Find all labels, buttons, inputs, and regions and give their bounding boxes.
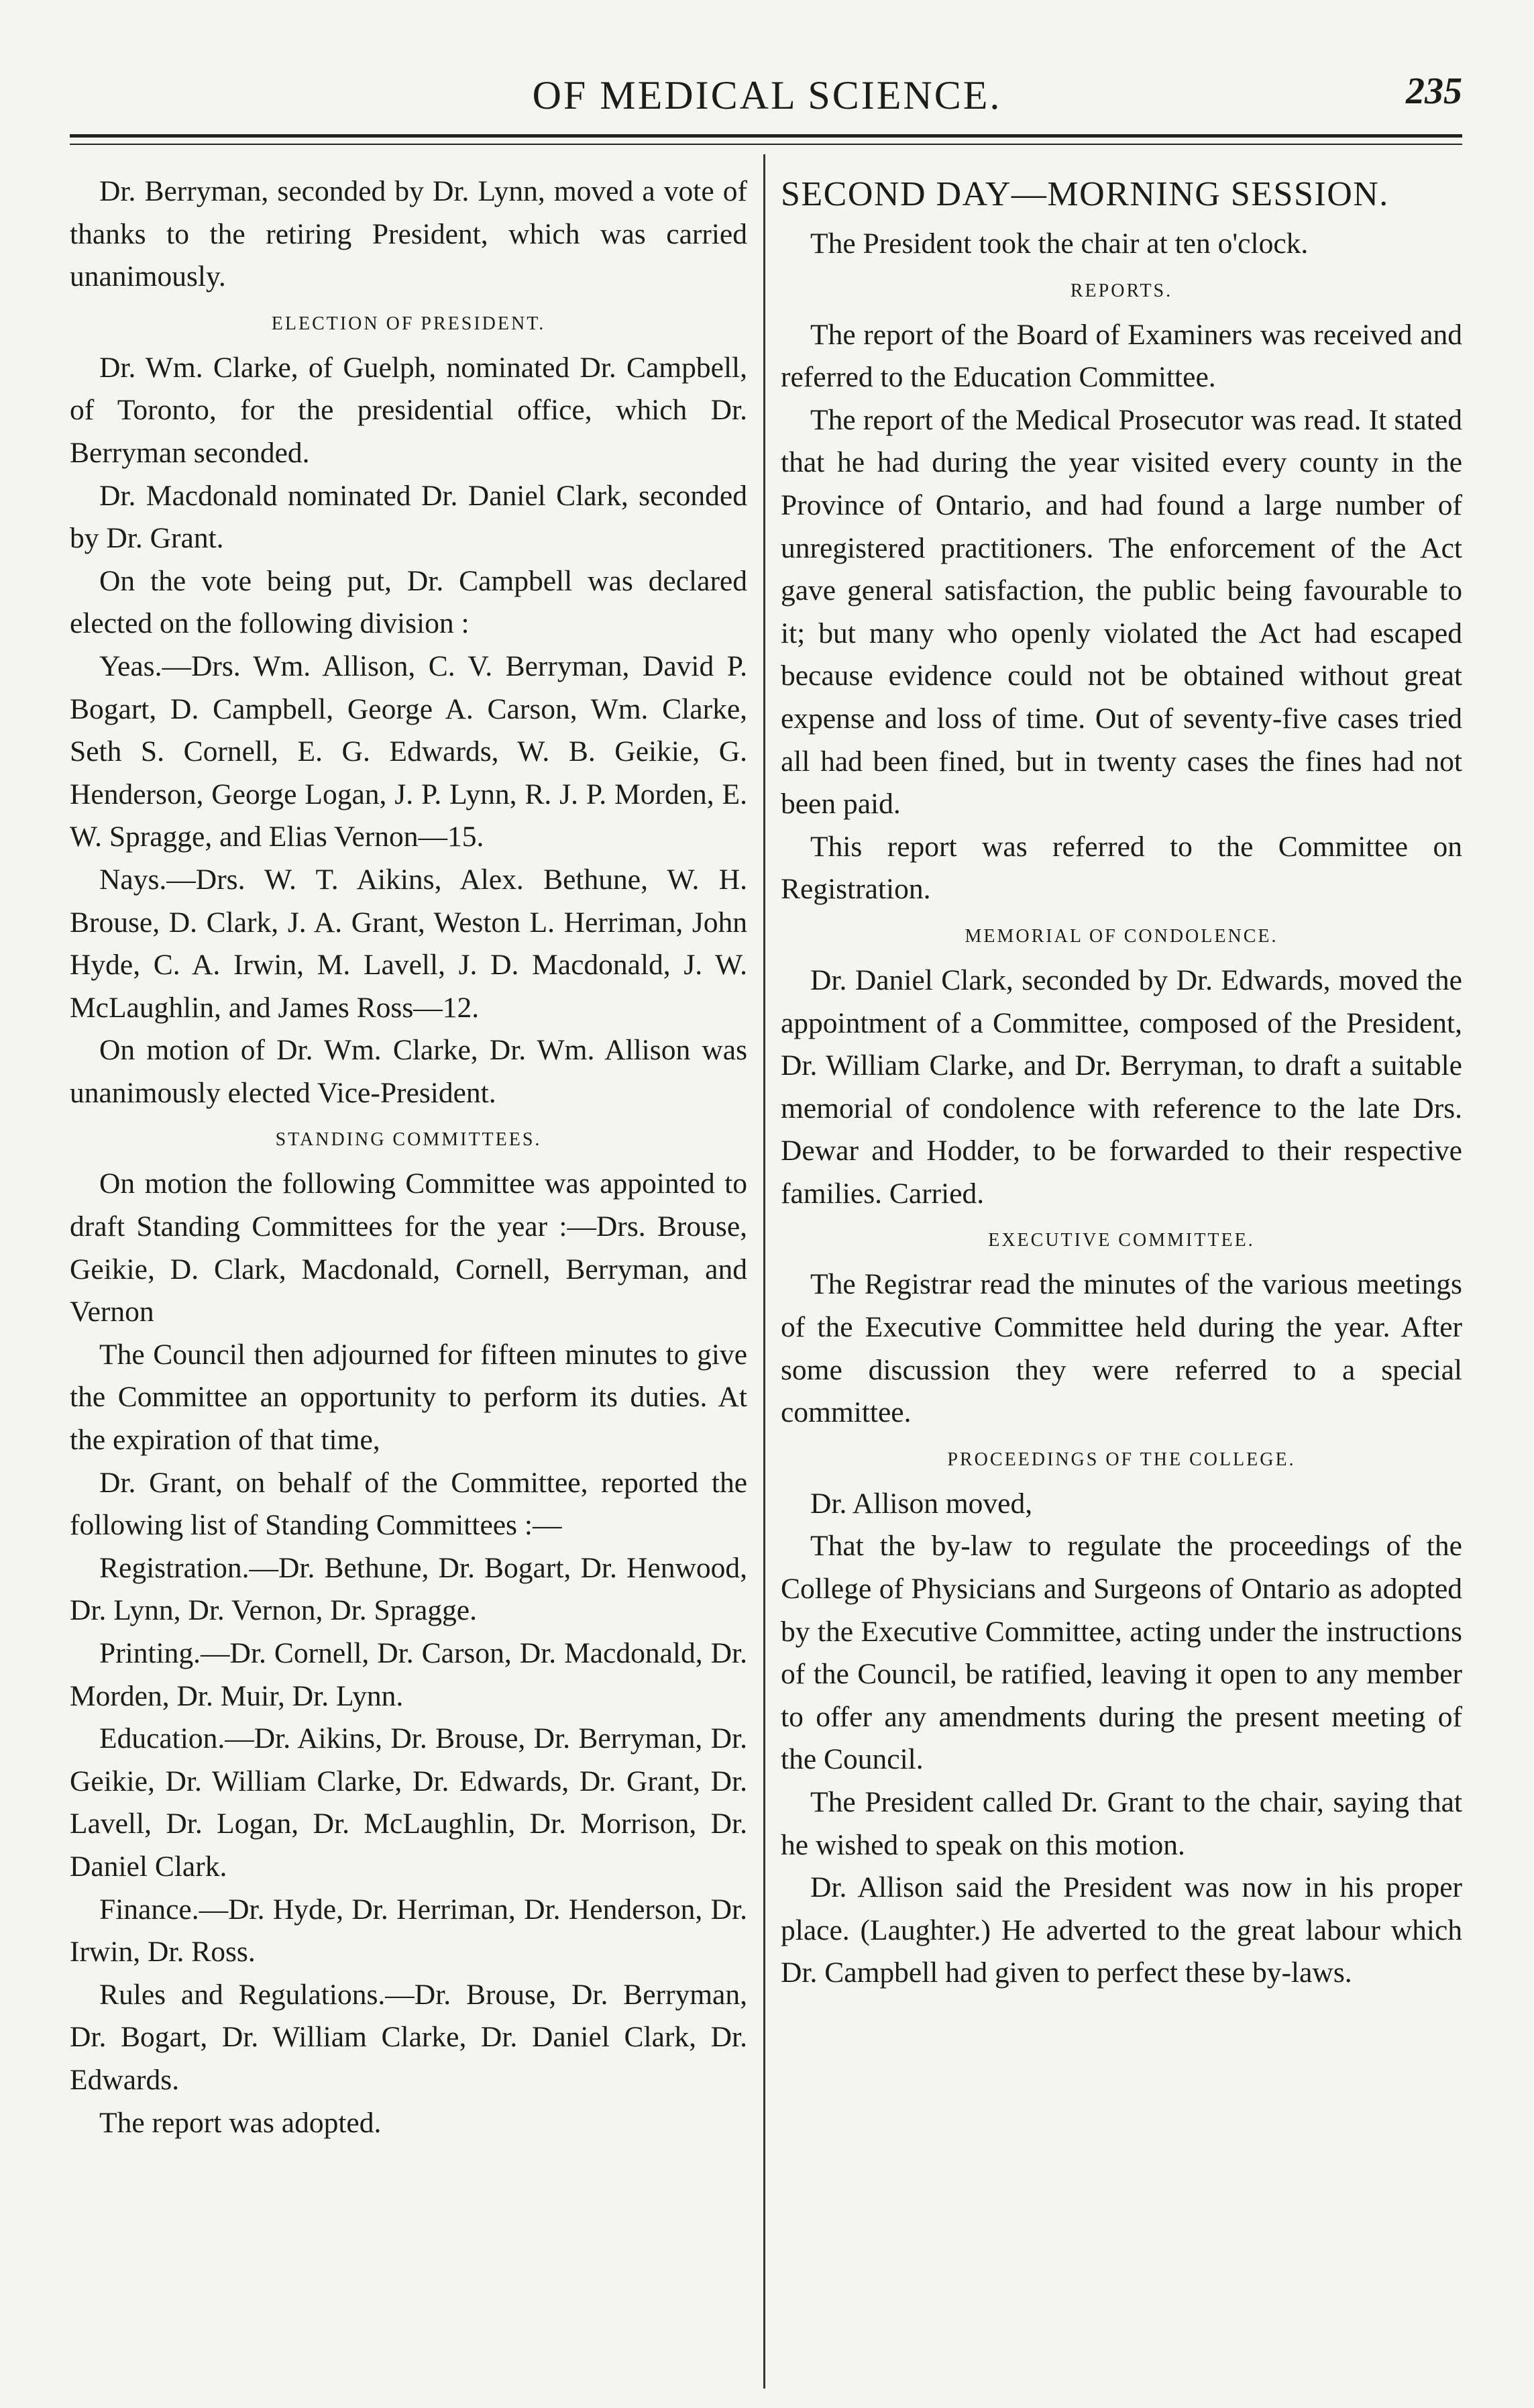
paragraph-yeas: Yeas.—Drs. Wm. Allison, C. V. Berryman, David P. Bogart, D. Campbell, George A. Carson, Wm. Clarke, Seth S. Cornell, E. G. Edwards, W. B. Geikie, G. Henderson, George Logan, J. P. Lynn, R. J. P. Morden, E. W. Spragge, and Elias Vernon—15. [70, 649, 747, 853]
paragraph: The report was adopted. [99, 2106, 382, 2139]
paragraph: The Council then adjourned for fifteen minutes to give the Committee an opportunity to perform its duties. At the expiration of that time, [70, 1338, 747, 1457]
paragraph: The President called Dr. Grant to the chair, saying that he wished to speak on this motion. [781, 1786, 1462, 1861]
committee-rules: Rules and Regulations.—Dr. Brouse, Dr. Berryman, Dr. Bogart, Dr. William Clarke, Dr. Daniel Clark, Dr. Edwards. [70, 1978, 747, 2096]
committee-printing: Printing.—Dr. Cornell, Dr. Carson, Dr. Macdonald, Dr. Morden, Dr. Muir, Dr. Lynn. [70, 1637, 747, 1712]
column-divider [763, 154, 765, 2389]
paragraph: Dr. Berryman, seconded by Dr. Lynn, moved a vote of thanks to the retiring President, which was carried unanimously. [70, 175, 747, 293]
left-column [70, 170, 747, 2144]
paragraph: Dr. Daniel Clark, seconded by Dr. Edwards, moved the appointment of a Committee, composed of the President, Dr. William Clarke, and Dr. Berryman, to draft a suitable memorial of condolence with reference to the late Drs. Dewar and Hodder, to be forwarded to their respective families. Carried. [781, 963, 1462, 1210]
paragraph: Dr. Allison said the President was now in his proper place. (Laughter.) He adverted to the great labour which Dr. Campbell had given to perfect these by-laws. [781, 1871, 1462, 1989]
section-heading-election: ELECTION OF PRESIDENT. [271, 313, 546, 334]
paragraph: The report of the Medical Prosecutor was read. It stated that he had during the year visited every county in the Province of Ontario, and had found a large number of unregistered practitioners. The enforcement of the Act gave general satisfaction, the public being favourable to it; but many who openly violated the Act had escaped because evidence could not be obtained without great expense and loss of time. Out of seventy-five cases tried all had been fined, but in twenty cases the fines had not been paid. [781, 403, 1462, 821]
paragraph: The Registrar read the minutes of the various meetings of the Executive Committee held during the year. After some discussion they were referred to a special committee. [781, 1268, 1462, 1429]
paragraph: On motion of Dr. Wm. Clarke, Dr. Wm. Allison was unanimously elected Vice-President. [70, 1034, 747, 1109]
committee-finance: Finance.—Dr. Hyde, Dr. Herriman, Dr. Henderson, Dr. Irwin, Dr. Ross. [70, 1893, 747, 1969]
committee-registration: Registration.—Dr. Bethune, Dr. Bogart, Dr. Henwood, Dr. Lynn, Dr. Vernon, Dr. Spragge. [70, 1551, 747, 1627]
paragraph: On the vote being put, Dr. Campbell was declared elected on the following division : [70, 564, 747, 640]
section-heading-executive: EXECUTIVE COMMITTEE. [988, 1230, 1255, 1251]
section-heading-standing-committees: STANDING COMMITTEES. [275, 1129, 542, 1151]
paragraph: The report of the Board of Examiners was received and referred to the Education Committee. [781, 318, 1462, 394]
paragraph: Dr. Wm. Clarke, of Guelph, nominated Dr. Campbell, of Toronto, for the presidential office, which Dr. Berryman seconded. [70, 351, 747, 469]
section-heading-memorial: MEMORIAL OF CONDOLENCE. [965, 925, 1278, 947]
paragraph: This report was referred to the Committee on Registration. [781, 830, 1462, 906]
committee-education: Education.—Dr. Aikins, Dr. Brouse, Dr. Berryman, Dr. Geikie, Dr. William Clarke, Dr. Edwards, Dr. Grant, Dr. Lavell, Dr. Logan, Dr. McLaughlin, Dr. Morrison, Dr. Daniel Clark. [70, 1722, 747, 1883]
paragraph: That the by-law to regulate the proceedings of the College of Physicians and Surgeons of Ontario as adopted by the Executive Committee, acting under the instructions of the Council, be ratified, leaving it open to any member to offer any amendments during the present meeting of the Council. [781, 1530, 1462, 1776]
running-title: OF MEDICAL SCIENCE. [532, 73, 1002, 117]
paragraph: Dr. Grant, on behalf of the Committee, reported the following list of Standing Committees :— [70, 1466, 747, 1542]
paragraph: Dr. Macdonald nominated Dr. Daniel Clark, seconded by Dr. Grant. [70, 479, 747, 555]
paragraph-nays: Nays.—Drs. W. T. Aikins, Alex. Bethune, W. H. Brouse, D. Clark, J. A. Grant, Weston L. Herriman, John Hyde, C. A. Irwin, M. Lavell, J. D. Macdonald, J. W. McLaughlin, and James Ross—12. [70, 863, 747, 1024]
page-number: 235 [1406, 70, 1462, 112]
paragraph: Dr. Allison moved, [810, 1487, 1033, 1520]
header-rule [70, 134, 1462, 145]
right-column [781, 170, 1462, 1995]
session-heading: SECOND DAY—MORNING SESSION. [781, 175, 1389, 213]
section-heading-proceedings: PROCEEDINGS OF THE COLLEGE. [947, 1449, 1296, 1470]
section-heading-reports: REPORTS. [1070, 280, 1173, 301]
paragraph: The President took the chair at ten o'clock. [810, 227, 1309, 260]
paragraph: On motion the following Committee was appointed to draft Standing Committees for the year :—Drs. Brouse, Geikie, D. Clark, Macdonald, Cornell, Berryman, and Vernon [70, 1167, 747, 1328]
